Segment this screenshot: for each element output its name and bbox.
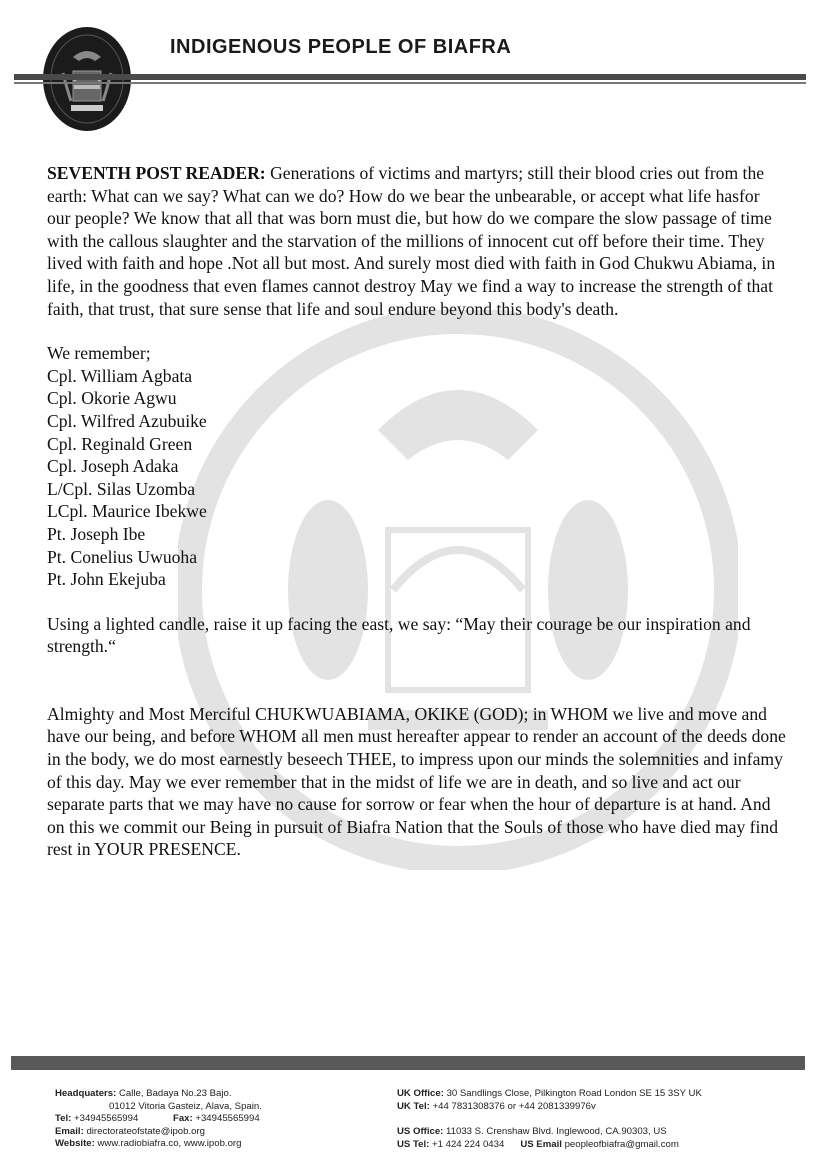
list-item: Cpl. Reginald Green	[47, 433, 193, 454]
footer-divider	[11, 1056, 805, 1070]
uk-tel-label: UK Tel:	[397, 1100, 430, 1112]
uk-office-address: 30 Sandlings Close, Pilkington Road London SE 15 3SY UK	[443, 1088, 702, 1099]
list-item: Cpl. Wilfred Azubuike	[47, 410, 207, 431]
intro-paragraph	[47, 162, 787, 320]
tel-label: Tel:	[55, 1113, 72, 1124]
list-item: Cpl. William Agbata	[47, 365, 193, 386]
us-tel-label: US Tel:	[397, 1138, 430, 1150]
list-item: L/Cpl. Silas Uzomba	[47, 478, 196, 499]
list-item: LCpl. Maurice Ibekwe	[47, 501, 207, 522]
us-email-label: US Email	[520, 1138, 562, 1150]
uk-office-label: UK Office:	[397, 1088, 444, 1099]
us-office-label: US Office:	[397, 1126, 444, 1137]
website-link[interactable]: www.radiobiafra.co, www.ipob.org	[94, 1138, 242, 1149]
hq-label: Headquaters:	[55, 1088, 117, 1099]
us-tel-value: +1 424 224 0434	[429, 1138, 505, 1150]
document-body	[47, 162, 787, 861]
prayer-paragraph: Almighty and Most Merciful CHUKWUABIAMA, OKIKE (GOD); in WHOM we live and move and have our being, and before WHOM all men must hereafter appear to render an account of the deeds done in the body, we do most earnestly beseech THEE, to impress upon our minds the solemnities and infamy of this day. May we ever remember that in the midst of life we are in death, and so live and act our separate parts that we may have no cause for sorrow or fear when the hour of departure is at hand. And on this we commit our Being in pursuit of Biafra Nation that the Souls of those who have died may find rest in YOUR PRESENCE.	[47, 703, 786, 860]
footer-offices	[397, 1088, 797, 1151]
email-label: Email:	[55, 1125, 84, 1137]
list-item: Cpl. Okorie Agwu	[47, 388, 177, 409]
list-item: Pt. John Ekejuba	[47, 569, 166, 590]
list-item: Cpl. Joseph Adaka	[47, 456, 179, 477]
intro-text: Generations of victims and martyrs; still their blood cries out from the earth: What can we say? What can we do? How do we bear the unbearable, or accept what life hasfor our people? We know that all that was born must die, but how do we compare the slow passage of time with the callous slaughter and the starvation of the millions of innocent cut off before their time. They lived with faith and hope .Not all but most. And surely most died with faith in God Chukwu Abiama, in life, in the goodness that even flames cannot destroy May we find a way to increase the strength of that faith, that trust, that sure sense that life and soul endure beyond this body's death.	[47, 163, 776, 319]
remember-heading: We remember;	[47, 343, 151, 364]
header-divider-thin	[14, 82, 806, 84]
fax-label: Fax:	[172, 1113, 193, 1124]
list-item: Pt. Conelius Uwuoha	[47, 546, 198, 567]
fax-value: +34945565994	[192, 1113, 260, 1124]
us-email-link[interactable]: peopleofbiafra@gmail.com	[561, 1138, 679, 1150]
email-link[interactable]: directorateofstate@ipob.org	[83, 1125, 205, 1137]
uk-tel-value: +44 7831308376 or +44 2081339976v	[429, 1100, 596, 1112]
us-office-address: 11033 S. Crenshaw Blvd. Inglewood, CA.90303, US	[443, 1126, 667, 1137]
hq-address-line2: 01012 Vitoria Gasteiz, Alava, Spain.	[109, 1100, 262, 1112]
header-divider	[14, 74, 806, 80]
list-item: Pt. Joseph Ibe	[47, 523, 146, 544]
footer-headquarters	[55, 1088, 355, 1151]
candle-instruction: Using a lighted candle, raise it up facing the east, we say: “May their courage be our inspiration and strength.“	[47, 613, 751, 657]
website-label: Website:	[55, 1138, 95, 1149]
organization-title: INDIGENOUS PEOPLE OF BIAFRA	[170, 36, 512, 58]
hq-address-line1: Calle, Badaya No.23 Bajo.	[116, 1088, 232, 1099]
intro-label: SEVENTH POST READER:	[47, 163, 266, 183]
tel-value: +34945565994	[71, 1113, 139, 1124]
